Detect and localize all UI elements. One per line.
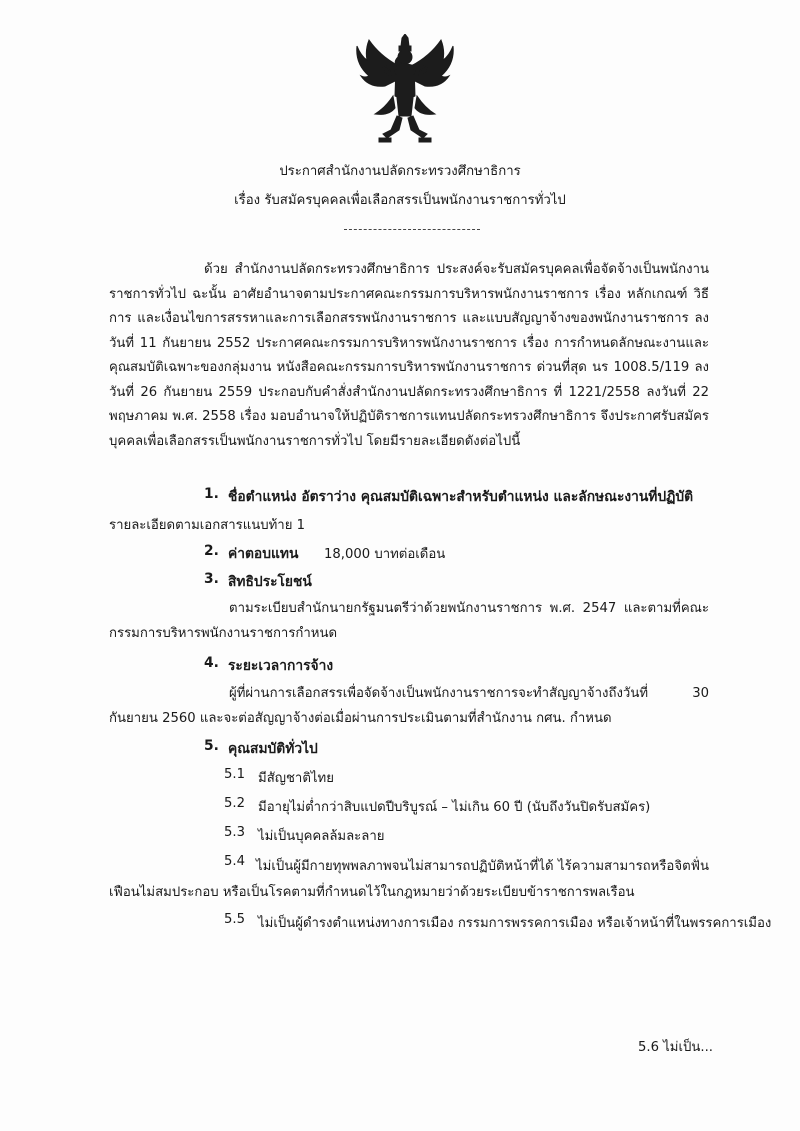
announcement-subject: เรื่อง รับสมัครบุคคลเพื่อเลือกสรรเป็นพนักงานราชการทั่วไป [234, 193, 566, 208]
section-4-body: ผู้ที่ผ่านการเลือกสรรเพื่อจัดจ้างเป็นพนักงานราชการจะทำสัญญาจ้างถึงวันที่ 30 กันยายน 2560 และจะต่อสัญญาจ้างต่อเมื่อผ่านการประเมินตามที่สำนักงาน กศน. กำหนด [109, 686, 709, 726]
intro-paragraph: ด้วย สำนักงานปลัดกระทรวงศึกษาธิการ ประสงค์จะรับสมัครบุคคลเพื่อจัดจ้างเป็นพนักงานราชการทั่วไป ฉะนั้น อาศัยอำนาจตามประกาศคณะกรรมการบริหารพนักงานราชการ เรื่อง หลักเกณฑ์ วิธีการ และเงื่อนไขการสรรหาและการเลือกสรรพนักงานราชการ และแบบสัญญาจ้างของพนักงานราชการ ลงวันที่ 11 กันยายน 2552 ประกาศคณะกรรมการบริหารพนักงานราชการ เรื่อง การกำหนดลักษณะงานและคุณสมบัติเฉพาะของกลุ่มงาน หนังสือคณะกรรมการบริหารพนักงานราชการ ด่วนที่สุด นร 1008.5/119 ลงวันที่ 26 กันยายน 2559 ประกอบกับคำสั่งสำนักงานปลัดกระทรวงศึกษาธิการ ที่ 1221/2558 ลงวันที่ 22 พฤษภาคม พ.ศ. 2558 เรื่อง มอบอำนาจให้ปฏิบัติราชการแทนปลัดกระทรวงศึกษาธิการ จึงประกาศรับสมัครบุคคลเพื่อเลือกสรรเป็นพนักงานราชการทั่วไป โดยมีรายละเอียดดังต่อไปนี้ [109, 262, 709, 449]
item-5-2-number: 5.2 [224, 796, 245, 811]
item-5-2-text: มีอายุไม่ต่ำกว่าสิบแปดปีบริบูรณ์ – ไม่เกิน 60 ปี (นับถึงวันปิดรับสมัคร) [258, 800, 651, 815]
garuda-emblem-icon [355, 34, 455, 146]
announcement-title: ประกาศสำนักงานปลัดกระทรวงศึกษาธิการ [279, 164, 521, 179]
item-5-3-text: ไม่เป็นบุคคลล้มละลาย [258, 829, 385, 844]
section-1-number: 1. [204, 486, 219, 502]
section-4-heading: ระยะเวลาการจ้าง [228, 658, 334, 674]
item-5-1-number: 5.1 [224, 767, 245, 782]
page-continuation: 5.6 ไม่เป็น... [638, 1040, 713, 1055]
item-5-4-text: ไม่เป็นผู้มีกายทุพพลภาพจนไม่สามารถปฏิบัติหน้าที่ได้ ไร้ความสามารถหรือจิตฟั่นเฟือนไม่สมประกอบ หรือเป็นโรคตามที่กำหนดไว้ในกฎหมายว่าด้วยระเบียบข้าราชการพลเรือน [109, 859, 709, 900]
item-5-3-number: 5.3 [224, 825, 245, 840]
section-2-number: 2. [204, 543, 219, 559]
section-2-value: 18,000 บาทต่อเดือน [324, 547, 446, 562]
item-5-4-number: 5.4 [224, 854, 245, 869]
header-divider [344, 229, 480, 230]
item-5-5-text: ไม่เป็นผู้ดำรงตำแหน่งทางการเมือง กรรมการพรรคการเมือง หรือเจ้าหน้าที่ในพรรคการเมือง [258, 916, 772, 931]
section-4-number: 4. [204, 655, 219, 671]
section-1-body: รายละเอียดตามเอกสารแนบท้าย 1 [109, 518, 306, 533]
item-5-1-text: มีสัญชาติไทย [258, 771, 334, 786]
section-2-heading: ค่าตอบแทน [228, 546, 299, 562]
section-3-number: 3. [204, 571, 219, 587]
section-3-body: ตามระเบียบสำนักนายกรัฐมนตรีว่าด้วยพนักงานราชการ พ.ศ. 2547 และตามที่คณะกรรมการบริหารพนักงานราชการกำหนด [109, 601, 709, 641]
section-1-heading: ชื่อตำแหน่ง อัตราว่าง คุณสมบัติเฉพาะสำหรับตำแหน่ง และลักษณะงานที่ปฏิบัติ [228, 489, 694, 505]
section-5-heading: คุณสมบัติทั่วไป [228, 741, 318, 757]
item-5-5-number: 5.5 [224, 912, 245, 927]
section-3-heading: สิทธิประโยชน์ [228, 574, 312, 590]
section-5-number: 5. [204, 738, 219, 754]
